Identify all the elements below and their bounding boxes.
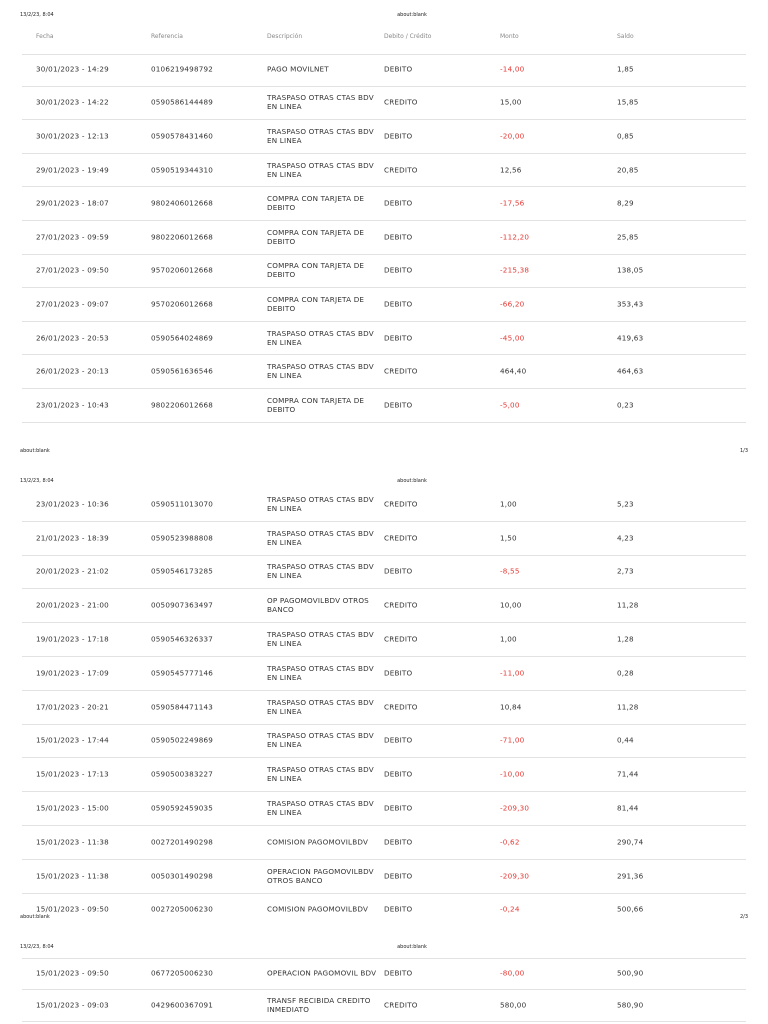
row-fecha: 20/01/2023 - 21:00 (36, 600, 109, 610)
row-monto: 1,00 (500, 634, 517, 644)
row-referencia: 0590523988808 (151, 533, 214, 543)
row-descripcion: TRASPASO OTRAS CTAS BDV EN LINEA (267, 697, 374, 716)
row-referencia: 0590584471143 (151, 702, 214, 712)
row-referencia: 9802206012668 (151, 400, 214, 410)
print-date: 13/2/23, 8:04 (20, 944, 54, 950)
row-saldo: 0,23 (617, 400, 634, 410)
row-fecha: 27/01/2023 - 09:59 (36, 232, 109, 242)
row-saldo: 419,63 (617, 333, 644, 343)
row-referencia: 0429600367091 (151, 1000, 214, 1010)
row-descripcion: OPERACION PAGOMOVILBDV OTROS BANCO (267, 866, 374, 885)
table-row (0, 321, 768, 355)
row-saldo: 1,28 (617, 634, 634, 644)
row-saldo: 464,63 (617, 366, 644, 376)
row-saldo: 138,05 (617, 265, 644, 275)
row-descripcion: OP PAGOMOVILBDV OTROS BANCO (267, 596, 369, 615)
row-saldo: 4,23 (617, 533, 634, 543)
row-monto: 10,84 (500, 702, 522, 712)
col-saldo: Saldo (617, 33, 634, 40)
row-monto: -112,20 (500, 232, 530, 242)
row-fecha: 20/01/2023 - 21:02 (36, 566, 109, 576)
row-referencia: 0027201490298 (151, 837, 214, 847)
page-header-2 (0, 476, 768, 486)
table-row (0, 354, 768, 388)
row-monto: -8,55 (500, 566, 520, 576)
row-tipo: DEBITO (384, 566, 413, 576)
row-referencia: 0590546326337 (151, 634, 214, 644)
row-divider (22, 1021, 746, 1022)
row-saldo: 15,85 (617, 97, 639, 107)
row-tipo: DEBITO (384, 769, 413, 779)
row-descripcion: TRASPASO OTRAS CTAS BDV EN LINEA (267, 765, 374, 784)
col-monto: Monto (500, 33, 519, 40)
page-number: 1/3 (739, 448, 748, 454)
row-saldo: 500,90 (617, 968, 644, 978)
row-fecha: 26/01/2023 - 20:53 (36, 333, 109, 343)
table-row (0, 724, 768, 758)
row-descripcion: COMPRA CON TARJETA DE DEBITO (267, 227, 365, 246)
row-referencia: 0590502249869 (151, 735, 214, 745)
row-descripcion: TRASPASO OTRAS CTAS BDV EN LINEA (267, 93, 374, 112)
table-row (0, 690, 768, 724)
row-saldo: 290,74 (617, 837, 644, 847)
row-saldo: 11,28 (617, 600, 639, 610)
row-descripcion: COMISION PAGOMOVILBDV (267, 837, 369, 847)
row-fecha: 23/01/2023 - 10:36 (36, 499, 109, 509)
row-fecha: 27/01/2023 - 09:50 (36, 265, 109, 275)
print-title: about:blank (397, 478, 427, 484)
row-monto: 1,00 (500, 499, 517, 509)
row-referencia: 0590578431460 (151, 131, 214, 141)
row-monto: -45,00 (500, 333, 525, 343)
row-referencia: 0590592459035 (151, 803, 214, 813)
page-footer-1 (0, 446, 768, 456)
row-fecha: 30/01/2023 - 14:29 (36, 64, 109, 74)
table-row (0, 52, 768, 86)
row-saldo: 71,44 (617, 769, 639, 779)
row-referencia: 0027205006230 (151, 904, 214, 914)
row-tipo: DEBITO (384, 265, 413, 275)
row-fecha: 15/01/2023 - 11:38 (36, 871, 109, 881)
table-row (0, 86, 768, 120)
row-referencia: 0106219498792 (151, 64, 214, 74)
row-monto: 15,00 (500, 97, 522, 107)
row-monto: 12,56 (500, 165, 522, 175)
row-monto: -17,56 (500, 198, 525, 208)
row-referencia: 0590586144489 (151, 97, 214, 107)
row-referencia: 0677205006230 (151, 968, 214, 978)
row-fecha: 15/01/2023 - 11:38 (36, 837, 109, 847)
table-row (0, 893, 768, 927)
table-row (0, 989, 768, 1021)
row-tipo: DEBITO (384, 299, 413, 309)
row-fecha: 15/01/2023 - 09:50 (36, 904, 109, 914)
row-saldo: 11,28 (617, 702, 639, 712)
row-monto: -14,00 (500, 64, 525, 74)
row-referencia: 0590511013070 (151, 499, 214, 509)
row-saldo: 5,23 (617, 499, 634, 509)
row-fecha: 29/01/2023 - 18:07 (36, 198, 109, 208)
row-saldo: 291,36 (617, 871, 644, 881)
row-monto: -215,38 (500, 265, 530, 275)
row-monto: -11,00 (500, 668, 525, 678)
print-date: 13/2/23, 8:04 (20, 12, 54, 18)
row-saldo: 20,85 (617, 165, 639, 175)
row-fecha: 29/01/2023 - 19:49 (36, 165, 109, 175)
row-fecha: 21/01/2023 - 18:39 (36, 533, 109, 543)
col-referencia: Referencia (151, 33, 183, 40)
row-descripcion: TRANSF RECIBIDA CREDITO INMEDIATO (267, 996, 371, 1014)
table-row (0, 656, 768, 690)
col-debito-credito: Debito / Crédito (384, 33, 432, 40)
row-descripcion: COMPRA CON TARJETA DE DEBITO (267, 194, 365, 213)
row-monto: 464,40 (500, 366, 527, 376)
row-fecha: 17/01/2023 - 20:21 (36, 702, 109, 712)
row-tipo: DEBITO (384, 837, 413, 847)
row-fecha: 15/01/2023 - 09:50 (36, 968, 109, 978)
col-fecha: Fecha (36, 33, 54, 40)
row-tipo: DEBITO (384, 968, 413, 978)
row-monto: -209,30 (500, 871, 530, 881)
row-tipo: CREDITO (384, 533, 418, 543)
row-fecha: 30/01/2023 - 14:22 (36, 97, 109, 107)
row-fecha: 30/01/2023 - 12:13 (36, 131, 109, 141)
row-descripcion: TRASPASO OTRAS CTAS BDV EN LINEA (267, 494, 374, 513)
row-descripcion: TRASPASO OTRAS CTAS BDV EN LINEA (267, 799, 374, 818)
table-row (0, 555, 768, 589)
row-descripcion: TRASPASO OTRAS CTAS BDV EN LINEA (267, 126, 374, 145)
row-referencia: 0590500383227 (151, 769, 214, 779)
row-descripcion: TRASPASO OTRAS CTAS BDV EN LINEA (267, 160, 374, 179)
row-saldo: 0,28 (617, 668, 634, 678)
row-descripcion: TRASPASO OTRAS CTAS BDV EN LINEA (267, 731, 374, 750)
table-row (0, 287, 768, 321)
row-monto: 1,50 (500, 533, 517, 543)
row-saldo: 353,43 (617, 299, 644, 309)
table-row (0, 254, 768, 288)
row-descripcion: COMPRA CON TARJETA DE DEBITO (267, 395, 365, 414)
row-referencia: 9570206012668 (151, 265, 214, 275)
row-tipo: CREDITO (384, 600, 418, 610)
row-saldo: 1,85 (617, 64, 634, 74)
row-tipo: CREDITO (384, 97, 418, 107)
row-referencia: 9570206012668 (151, 299, 214, 309)
row-monto: -20,00 (500, 131, 525, 141)
print-date: 13/2/23, 8:04 (20, 478, 54, 484)
row-referencia: 0590519344310 (151, 165, 214, 175)
row-tipo: DEBITO (384, 803, 413, 813)
page-header-3 (0, 942, 768, 952)
row-tipo: CREDITO (384, 165, 418, 175)
row-fecha: 15/01/2023 - 09:03 (36, 1000, 109, 1010)
row-saldo: 2,73 (617, 566, 634, 576)
row-fecha: 15/01/2023 - 17:13 (36, 769, 109, 779)
page-header-1 (0, 10, 768, 20)
row-fecha: 27/01/2023 - 09:07 (36, 299, 109, 309)
page-number: 2/3 (739, 914, 748, 920)
row-descripcion: TRASPASO OTRAS CTAS BDV EN LINEA (267, 362, 374, 381)
row-monto: -66,20 (500, 299, 525, 309)
row-monto: 580,00 (500, 1000, 527, 1010)
row-saldo: 580,90 (617, 1000, 644, 1010)
row-monto: -10,00 (500, 769, 525, 779)
table-row (0, 588, 768, 622)
table-row (0, 757, 768, 791)
row-monto: -209,30 (500, 803, 530, 813)
row-saldo: 0,44 (617, 735, 634, 745)
table-row (0, 153, 768, 187)
row-monto: -5,00 (500, 400, 520, 410)
row-descripcion: TRASPASO OTRAS CTAS BDV EN LINEA (267, 562, 374, 581)
row-referencia: 0050301490298 (151, 871, 214, 881)
row-tipo: DEBITO (384, 400, 413, 410)
row-saldo: 25,85 (617, 232, 639, 242)
row-tipo: DEBITO (384, 668, 413, 678)
row-saldo: 500,66 (617, 904, 644, 914)
row-fecha: 23/01/2023 - 10:43 (36, 400, 109, 410)
row-tipo: DEBITO (384, 198, 413, 208)
row-fecha: 15/01/2023 - 17:44 (36, 735, 109, 745)
row-descripcion: TRASPASO OTRAS CTAS BDV EN LINEA (267, 663, 374, 682)
table-row (0, 521, 768, 555)
row-saldo: 0,85 (617, 131, 634, 141)
row-tipo: CREDITO (384, 634, 418, 644)
table-row (0, 791, 768, 825)
table-row (0, 388, 768, 422)
row-monto: -80,00 (500, 968, 525, 978)
row-monto: -0,24 (500, 904, 520, 914)
row-tipo: DEBITO (384, 904, 413, 914)
table-row (0, 825, 768, 859)
row-referencia: 0590545777146 (151, 668, 214, 678)
table-row (0, 220, 768, 254)
table-row (0, 957, 768, 989)
footer-label: about:blank (20, 448, 50, 454)
table-header (0, 33, 768, 43)
row-tipo: DEBITO (384, 735, 413, 745)
row-tipo: CREDITO (384, 366, 418, 376)
row-tipo: CREDITO (384, 499, 418, 509)
row-saldo: 81,44 (617, 803, 639, 813)
print-title: about:blank (397, 12, 427, 18)
row-descripcion: COMPRA CON TARJETA DE DEBITO (267, 294, 365, 313)
row-descripcion: PAGO MOVILNET (267, 64, 329, 74)
table-row (0, 119, 768, 153)
row-fecha: 26/01/2023 - 20:13 (36, 366, 109, 376)
print-title: about:blank (397, 944, 427, 950)
row-saldo: 8,29 (617, 198, 634, 208)
row-fecha: 15/01/2023 - 15:00 (36, 803, 109, 813)
row-tipo: DEBITO (384, 871, 413, 881)
footer-label: about:blank (20, 914, 50, 920)
row-monto: -71,00 (500, 735, 525, 745)
table-row (0, 622, 768, 656)
row-fecha: 19/01/2023 - 17:18 (36, 634, 109, 644)
row-descripcion: TRASPASO OTRAS CTAS BDV EN LINEA (267, 528, 374, 547)
row-descripcion: COMISION PAGOMOVILBDV (267, 904, 369, 914)
table-row (0, 487, 768, 521)
col-descripcion: Descripción (267, 33, 303, 40)
row-tipo: DEBITO (384, 232, 413, 242)
row-referencia: 0050907363497 (151, 600, 214, 610)
row-tipo: DEBITO (384, 64, 413, 74)
row-descripcion: TRASPASO OTRAS CTAS BDV EN LINEA (267, 328, 374, 347)
row-tipo: DEBITO (384, 131, 413, 141)
row-monto: -0,62 (500, 837, 520, 847)
row-fecha: 19/01/2023 - 17:09 (36, 668, 109, 678)
row-referencia: 9802206012668 (151, 232, 214, 242)
table-row (0, 186, 768, 220)
row-referencia: 9802406012668 (151, 198, 214, 208)
row-divider (22, 422, 746, 423)
row-descripcion: TRASPASO OTRAS CTAS BDV EN LINEA (267, 630, 374, 649)
row-tipo: CREDITO (384, 702, 418, 712)
row-tipo: CREDITO (384, 1000, 418, 1010)
row-monto: 10,00 (500, 600, 522, 610)
row-referencia: 0590564024869 (151, 333, 214, 343)
row-referencia: 0590561636546 (151, 366, 214, 376)
row-descripcion: COMPRA CON TARJETA DE DEBITO (267, 261, 365, 280)
row-tipo: DEBITO (384, 333, 413, 343)
table-row (0, 859, 768, 893)
row-referencia: 0590546173285 (151, 566, 214, 576)
row-descripcion: OPERACION PAGOMOVIL BDV (267, 968, 377, 978)
